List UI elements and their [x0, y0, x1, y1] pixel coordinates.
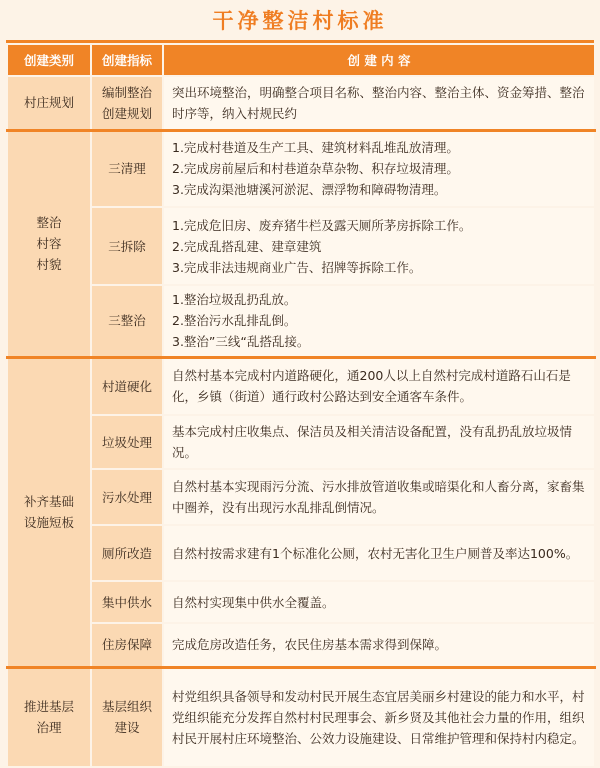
table-row [7, 525, 595, 581]
content-text: 自然村按需求建有1个标准化公厕，农村无害化卫生户厕普及率达100%。 [172, 545, 579, 561]
table-row [7, 207, 595, 285]
content-line: 2.整治污水乱排乱倒。 [172, 313, 297, 329]
indicator-cell: 编制整治 创建规划 [91, 76, 163, 130]
category-cell: 整治 村容 村貌 [7, 130, 91, 357]
category-cell: 推进基层 治理 [7, 667, 91, 767]
content-text: 村党组织具备领导和发动村民开展生态宜居美丽乡村建设的能力和水平，村党组织能充分发挥自然村村民理事会、新乡贤及其他社会力量的作用，组织村民开展村庄环境整治、公效力设施建设、日常维护管理和保持村内稳定。 [172, 688, 585, 746]
table-row [7, 469, 595, 525]
indicator-cell: 集中供水 [91, 581, 163, 623]
standards-table [6, 43, 596, 768]
content-line: 1.完成村巷道及生产工具、建筑材料乱堆乱放清理。 [172, 140, 459, 156]
content-line: 2.完成房前屋后和村巷道杂草杂物、积存垃圾清理。 [172, 161, 459, 177]
table-row [7, 357, 595, 415]
table-row [7, 581, 595, 623]
content-text: 完成危房改造任务，农民住房基本需求得到保障。 [172, 637, 448, 653]
indicator-cell: 三清理 [91, 130, 163, 207]
content-cell [163, 207, 595, 285]
content-cell [163, 667, 595, 767]
content-text: 基本完成村庄收集点、保洁员及相关清洁设备配置，没有乱扔乱放垃圾情况。 [172, 424, 573, 460]
content-cell [163, 130, 595, 207]
indicator-cell: 村道硬化 [91, 357, 163, 415]
indicator-cell: 住房保障 [91, 623, 163, 667]
content-cell [163, 415, 595, 469]
indicator-cell: 三拆除 [91, 207, 163, 285]
content-cell [163, 469, 595, 525]
indicator-cell: 垃圾处理 [91, 415, 163, 469]
table-row [7, 667, 595, 767]
content-text: 自然村基本完成村内道路硬化，通200人以上自然村完成村道路石山石是化，乡镇（街道）通行政村公路达到安全通客车条件。 [172, 368, 571, 405]
content-line: 1.整治垃圾乱扔乱放。 [172, 292, 297, 308]
header-content: 创 建 内 容 [163, 44, 595, 76]
indicator-cell: 三整治 [91, 285, 163, 357]
indicator-cell: 厕所改造 [91, 525, 163, 581]
table-row [7, 623, 595, 667]
table-row [7, 415, 595, 469]
content-cell [163, 76, 595, 130]
content-cell [163, 581, 595, 623]
indicator-cell: 污水处理 [91, 469, 163, 525]
table-header-row [7, 44, 595, 76]
table-row [7, 76, 595, 130]
content-text: 突出环境整治，明确整合项目名称、整治内容、整治主体、资金筹措、整治时序等，纳入村规民约 [172, 84, 585, 121]
table-row [7, 285, 595, 357]
content-line: 2.完成乱搭乱建、建章建筑 [172, 238, 322, 254]
category-cell: 补齐基础 设施短板 [7, 357, 91, 667]
header-indicator: 创建指标 [91, 44, 163, 76]
indicator-cell: 基层组织 建设 [91, 667, 163, 767]
category-cell [7, 76, 91, 130]
content-text: 自然村基本实现雨污分流、污水排放管道收集或暗渠化和人畜分离，家畜集中圈养，没有出现污水乱排乱倒情况。 [172, 479, 585, 515]
content-cell [163, 525, 595, 581]
content-cell [163, 357, 595, 415]
content-text: 自然村实现集中供水全覆盖。 [172, 594, 335, 610]
content-cell [163, 623, 595, 667]
header-category: 创建类别 [7, 44, 91, 76]
content-line: 3.整治”三线“乱搭乱接。 [172, 334, 310, 350]
content-cell [163, 285, 595, 357]
content-line: 1.完成危旧房、废弃猪牛栏及露天厕所茅房拆除工作。 [172, 217, 472, 233]
page-title: 干净整洁村标准 [212, 9, 388, 33]
table-row [7, 130, 595, 207]
category-label: 村庄规划 [23, 95, 74, 111]
content-line: 3.完成非法违规商业广告、招牌等拆除工作。 [172, 259, 422, 275]
content-line: 3.完成沟渠池塘溪河淤泥、漂浮物和障碍物清理。 [172, 182, 447, 198]
